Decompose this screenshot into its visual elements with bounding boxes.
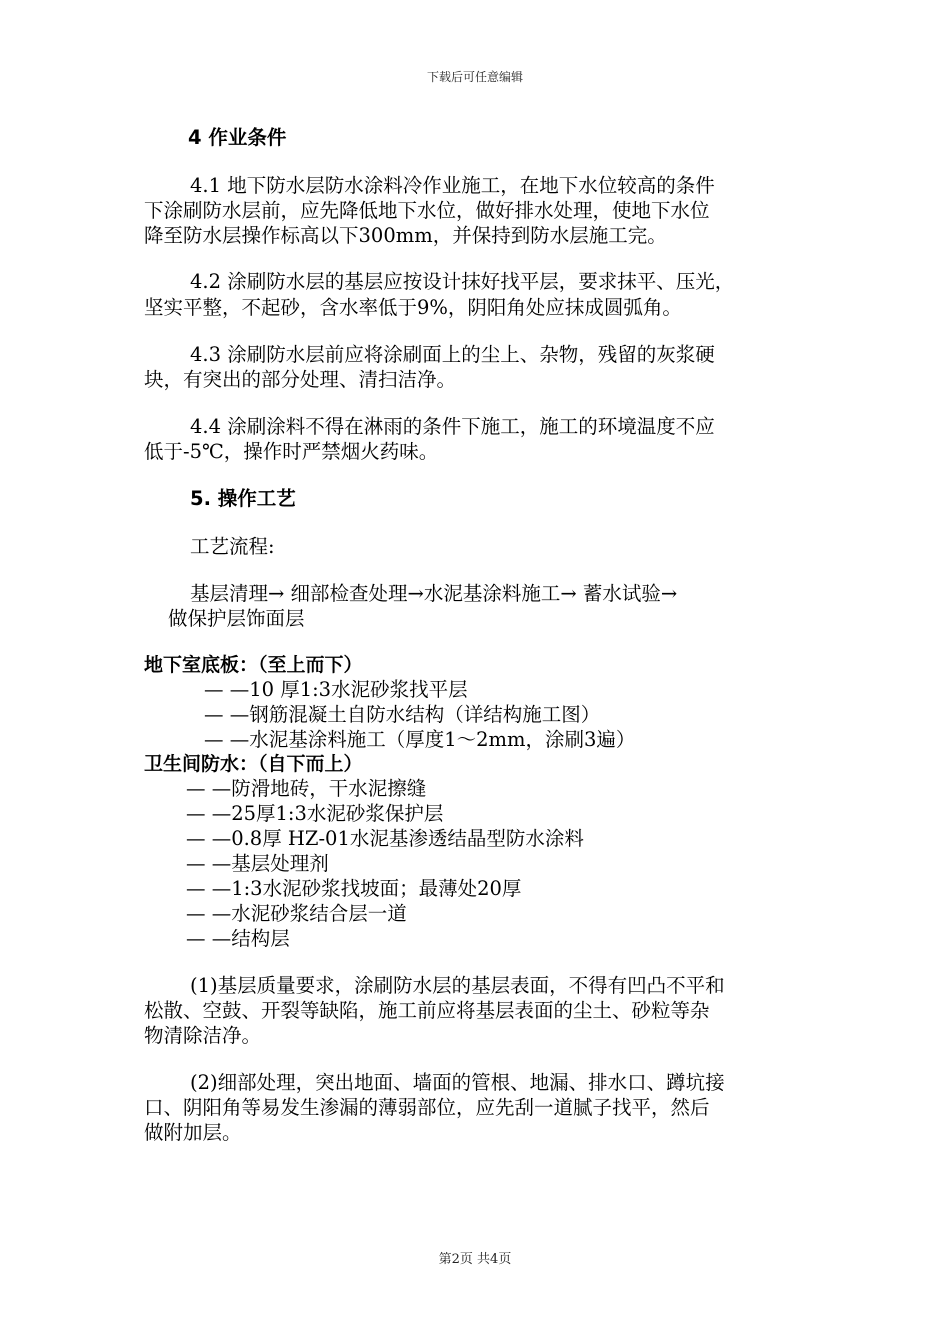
basement-layer: — —水泥基涂料施工（厚度1～2mm，涂刷3遍） [204,728,636,751]
flow-line-1: 基层清理→ 细部检查处理→水泥基涂料施工→ 蓄水试验→ [190,582,678,605]
requirement-2-line-2: 口、阴阳角等易发生渗漏的薄弱部位，应先刮一道腻子找平，然后 [144,1096,710,1119]
para-4-4-line-1: 4.4 涂刷涂料不得在淋雨的条件下施工，施工的环境温度不应 [190,415,715,438]
section-4-heading: 4 作业条件 [188,126,287,149]
bathroom-layer: — —0.8厚 HZ-01水泥基渗透结晶型防水涂料 [186,827,584,850]
bathroom-layer: — —1:3水泥砂浆找坡面；最薄处20厚 [186,877,522,900]
bathroom-layer: — —25厚1:3水泥砂浆保护层 [186,802,444,825]
requirement-2-line-3: 做附加层。 [144,1121,242,1144]
section-5-heading: 5. 操作工艺 [190,487,296,510]
para-4-1-line-2: 下涂刷防水层前，应先降低地下水位，做好排水处理，使地下水位 [144,199,710,222]
bathroom-title: 卫生间防水：（自下而上） [144,753,363,775]
basement-layer: — —10 厚1:3水泥砂浆找平层 [204,678,468,701]
bathroom-layer: — —基层处理剂 [186,852,329,875]
para-4-1-line-3: 降至防水层操作标高以下300mm，并保持到防水层施工完。 [144,224,667,247]
bathroom-layer: — —水泥砂浆结合层一道 [186,902,407,925]
para-4-3-line-2: 块，有突出的部分处理、清扫洁净。 [144,368,457,391]
basement-title: 地下室底板：（至上而下） [144,654,363,676]
para-4-2-line-2: 坚实平整，不起砂，含水率低于9%，阴阳角处应抹成圆弧角。 [144,296,682,319]
header-note: 下载后可任意编辑 [426,70,523,84]
flow-label: 工艺流程: [190,535,275,558]
para-4-4-line-2: 低于-5℃，操作时严禁烟火药味。 [144,440,439,463]
bathroom-layer: — —结构层 [186,927,290,950]
requirement-1-line-3: 物清除洁净。 [144,1024,262,1047]
para-4-3-line-1: 4.3 涂刷防水层前应将涂刷面上的尘上、杂物，残留的灰浆硬 [190,343,715,366]
requirement-1-line-1: (1)基层质量要求，涂刷防水层的基层表面，不得有凹凸不平和 [190,974,725,997]
requirement-2-line-1: (2)细部处理，突出地面、墙面的管根、地漏、排水口、蹲坑接 [190,1071,725,1094]
para-4-2-line-1: 4.2 涂刷防水层的基层应按设计抹好找平层，要求抹平、压光， [190,270,735,293]
basement-layer: — —钢筋混凝土自防水结构（详结构施工图） [204,703,601,726]
flow-line-2: 做保护层饰面层 [168,607,305,630]
para-4-1-line-1: 4.1 地下防水层防水涂料冷作业施工，在地下水位较高的条件 [190,174,715,197]
bathroom-layer: — —防滑地砖，干水泥擦缝 [186,777,427,800]
page-number: 第2页 共4页 [438,1252,512,1267]
requirement-1-line-2: 松散、空鼓、开裂等缺陷，施工前应将基层表面的尘土、砂粒等杂 [144,999,710,1022]
